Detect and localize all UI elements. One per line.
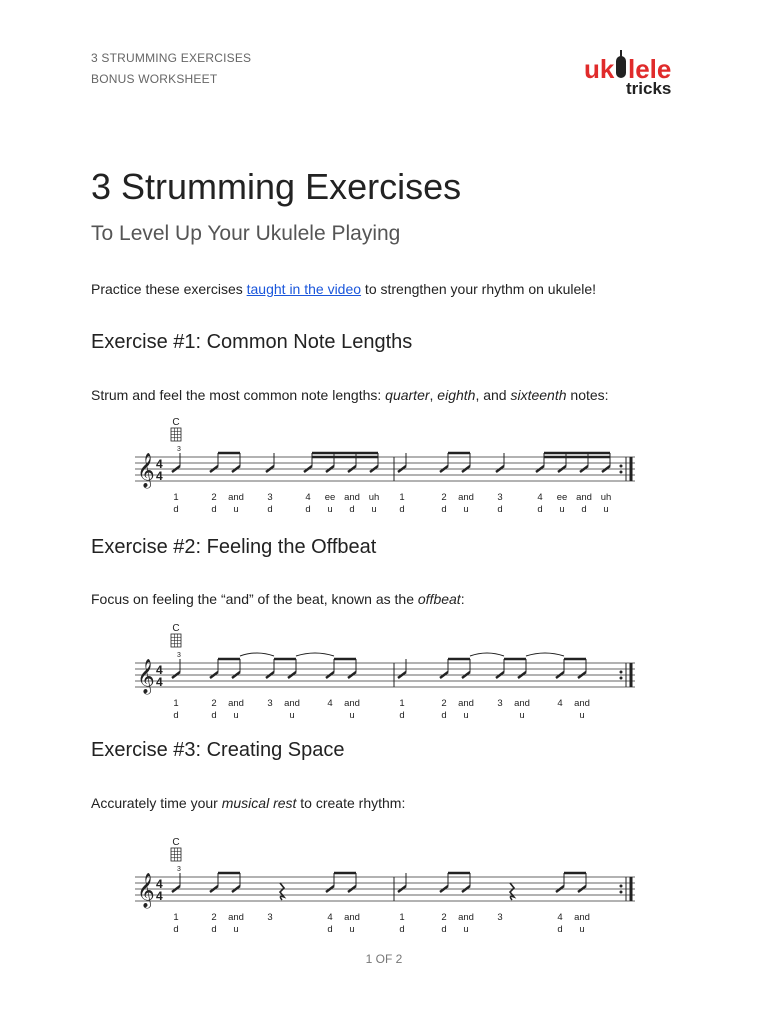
count-label: 2 — [441, 492, 447, 503]
logo-uk: uk — [584, 54, 615, 84]
count-label: and — [514, 698, 530, 709]
header-line-2: BONUS WORKSHEET — [91, 72, 218, 86]
repeat-dot — [620, 465, 623, 468]
chord-name: C — [172, 623, 180, 634]
strum-direction-label: d — [497, 504, 503, 515]
strum-direction-label: d — [399, 924, 405, 935]
count-label: ee — [324, 492, 336, 503]
count-label: and — [458, 698, 474, 709]
strum-direction-label: u — [327, 504, 333, 515]
count-label: 3 — [497, 912, 503, 923]
count-label: and — [458, 912, 474, 923]
strum-direction-label: u — [559, 504, 565, 515]
exercise-1-heading: Exercise #1: Common Note Lengths — [91, 331, 413, 353]
strum-direction-label: u — [233, 710, 239, 721]
note-tie — [240, 653, 274, 656]
page-title: 3 Strumming Exercises — [91, 166, 462, 207]
ukulele-tricks-logo — [580, 50, 690, 100]
count-label: and — [574, 698, 590, 709]
exercise-2-notation — [130, 618, 640, 733]
count-label: 2 — [211, 698, 217, 709]
chord-fret-number: 3 — [177, 446, 181, 453]
count-label: 1 — [399, 492, 405, 503]
treble-clef-icon: 𝄞 — [137, 874, 155, 907]
treble-clef-icon: 𝄞 — [137, 454, 155, 487]
count-label: 3 — [267, 698, 273, 709]
count-label: and — [228, 912, 244, 923]
video-link[interactable]: taught in the video — [246, 281, 362, 297]
count-label: 1 — [399, 698, 405, 709]
strum-direction-label: d — [581, 504, 587, 515]
strum-direction-label: d — [211, 710, 217, 721]
strum-direction-label: d — [441, 710, 447, 721]
strum-direction-label: u — [463, 924, 469, 935]
time-signature-top: 4 — [156, 663, 163, 677]
repeat-dot — [620, 471, 623, 474]
count-label: 2 — [211, 912, 217, 923]
count-label: 1 — [399, 912, 405, 923]
count-label: 1 — [173, 492, 179, 503]
quarter-rest — [510, 883, 514, 900]
count-label: 1 — [173, 912, 179, 923]
strum-direction-label: u — [349, 710, 355, 721]
count-label: 4 — [327, 912, 333, 923]
repeat-dot — [620, 885, 623, 888]
logo-tricks: tricks — [626, 79, 672, 98]
note-tie — [526, 653, 564, 656]
strum-direction-label: u — [371, 504, 377, 515]
exercise-3-notation — [130, 832, 640, 947]
strum-direction-label: d — [537, 504, 543, 515]
logo-lele: lele — [628, 54, 672, 84]
count-label: uh — [368, 492, 380, 503]
exercise-3-description: Accurately time your musical rest to create rhythm: — [91, 795, 406, 811]
strum-direction-label: d — [557, 924, 563, 935]
chord-fret-number: 3 — [177, 866, 181, 873]
strum-direction-label: d — [399, 504, 405, 515]
count-label: uh — [600, 492, 612, 503]
strum-direction-label: u — [603, 504, 609, 515]
count-label: 4 — [305, 492, 311, 503]
strum-direction-label: u — [289, 710, 295, 721]
exercise-1-notation — [130, 412, 640, 527]
count-label: 4 — [327, 698, 333, 709]
strum-direction-label: u — [233, 924, 239, 935]
strum-direction-label: d — [305, 504, 311, 515]
strum-direction-label: d — [399, 710, 405, 721]
strum-direction-label: d — [327, 924, 333, 935]
treble-clef-icon: 𝄞 — [137, 660, 155, 693]
count-label: 4 — [557, 912, 563, 923]
count-label: 2 — [211, 492, 217, 503]
quarter-rest — [280, 883, 284, 900]
strum-direction-label: u — [579, 924, 585, 935]
strum-direction-label: d — [211, 924, 217, 935]
strum-direction-label: u — [463, 710, 469, 721]
strum-direction-label: d — [173, 710, 179, 721]
count-label: and — [458, 492, 474, 503]
count-label: 3 — [267, 912, 273, 923]
count-label: and — [574, 912, 590, 923]
time-signature-bottom: 4 — [156, 889, 163, 903]
exercise-1-description: Strum and feel the most common note lengths: quarter, eighth, and sixteenth notes: — [91, 387, 609, 403]
note-tie — [470, 653, 504, 656]
strum-direction-label: u — [349, 924, 355, 935]
count-label: and — [228, 698, 244, 709]
count-label: and — [284, 698, 300, 709]
count-label: and — [344, 492, 360, 503]
strum-direction-label: d — [441, 924, 447, 935]
chord-fret-number: 3 — [177, 652, 181, 659]
page-subtitle: To Level Up Your Ukulele Playing — [91, 222, 401, 245]
count-label: 1 — [173, 698, 179, 709]
page-number: 1 OF 2 — [365, 952, 403, 966]
header-line-1: 3 STRUMMING EXERCISES — [91, 51, 252, 65]
count-label: 2 — [441, 912, 447, 923]
exercise-2-description: Focus on feeling the “and” of the beat, known as the offbeat: — [91, 591, 465, 607]
count-label: and — [228, 492, 244, 503]
time-signature-top: 4 — [156, 457, 163, 471]
repeat-dot — [620, 677, 623, 680]
strum-direction-label: u — [233, 504, 239, 515]
count-label: and — [344, 698, 360, 709]
count-label: 3 — [497, 492, 503, 503]
count-label: 4 — [557, 698, 563, 709]
count-label: 2 — [441, 698, 447, 709]
count-label: and — [576, 492, 592, 503]
strum-direction-label: d — [349, 504, 355, 515]
strum-direction-label: d — [173, 924, 179, 935]
exercise-3-heading: Exercise #3: Creating Space — [91, 739, 345, 761]
intro-paragraph: Practice these exercises taught in the video to strengthen your rhythm on ukulele! — [91, 281, 597, 297]
strum-direction-label: d — [267, 504, 273, 515]
strum-direction-label: u — [463, 504, 469, 515]
strum-direction-label: d — [173, 504, 179, 515]
time-signature-top: 4 — [156, 877, 163, 891]
strum-direction-label: d — [211, 504, 217, 515]
chord-name: C — [172, 417, 180, 428]
count-label: 3 — [497, 698, 503, 709]
time-signature-bottom: 4 — [156, 675, 163, 689]
strum-direction-label: d — [441, 504, 447, 515]
count-label: ee — [556, 492, 568, 503]
count-label: and — [344, 912, 360, 923]
time-signature-bottom: 4 — [156, 469, 163, 483]
strum-direction-label: u — [519, 710, 525, 721]
repeat-dot — [620, 891, 623, 894]
count-label: 3 — [267, 492, 273, 503]
count-label: 4 — [537, 492, 543, 503]
strum-direction-label: u — [579, 710, 585, 721]
repeat-dot — [620, 671, 623, 674]
chord-name: C — [172, 837, 180, 848]
note-tie — [296, 653, 334, 656]
exercise-2-heading: Exercise #2: Feeling the Offbeat — [91, 536, 377, 558]
